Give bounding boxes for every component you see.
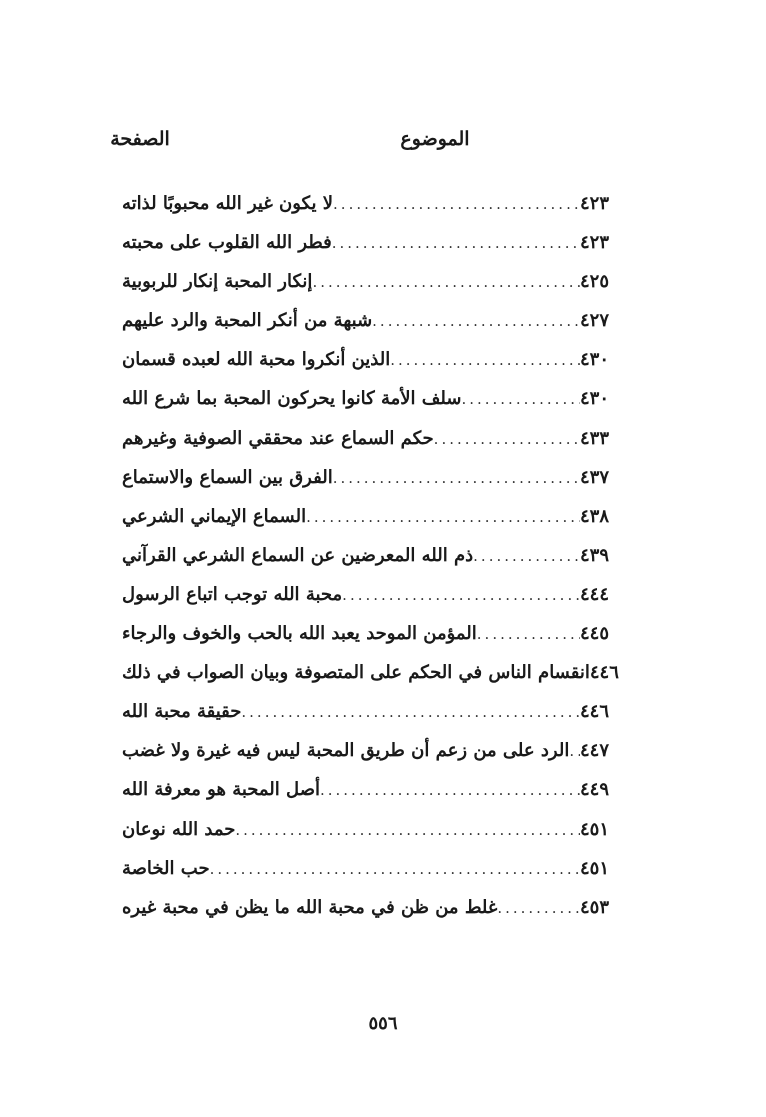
toc-entry-page: ٤٢٥ xyxy=(580,271,610,293)
toc-entry-title: انقسام الناس في الحكم على المتصوفة وبيان الصواب في ذلك xyxy=(122,662,590,684)
toc-entry-title: فطر الله القلوب على محبته xyxy=(122,232,332,254)
toc-entry-page: ٤٣٣ xyxy=(580,427,610,449)
toc-entry-title: غلط من ظن في محبة الله ما يظن في محبة غيره xyxy=(122,896,498,918)
toc-entry-title: حقيقة محبة الله xyxy=(122,701,242,723)
toc-entry xyxy=(118,428,666,467)
dot-leader xyxy=(306,508,580,526)
toc-entry xyxy=(118,388,666,427)
toc-entry xyxy=(118,545,666,584)
dot-leader xyxy=(390,351,580,369)
toc-entry-title: إنكار المحبة إنكار للربوبية xyxy=(122,271,313,293)
toc-entry-page: ٤٢٧ xyxy=(580,310,610,332)
page-column-header: الصفحة xyxy=(110,128,170,150)
toc-entry-title: ذم الله المعرضين عن السماع الشرعي القرآني xyxy=(122,544,474,566)
dot-leader xyxy=(312,273,580,291)
dot-leader xyxy=(210,860,580,878)
toc-entry-title: المؤمن الموحد يعبد الله بالحب والخوف والرجاء xyxy=(122,623,477,645)
dot-leader xyxy=(332,234,580,252)
dot-leader xyxy=(320,781,580,799)
toc-entry xyxy=(118,584,666,623)
toc-entry-title: سلف الأمة كانوا يحركون المحبة بما شرع الله xyxy=(122,388,462,410)
toc-entry xyxy=(118,779,666,818)
page-number: ٥٥٦ xyxy=(368,1013,398,1034)
toc-entry xyxy=(118,349,666,388)
toc-entry xyxy=(118,271,666,310)
toc-entry-page: ٤٤٦ xyxy=(589,662,619,684)
toc-entry-page: ٤٤٥ xyxy=(580,623,610,645)
toc-entry-page: ٤٥١ xyxy=(580,818,610,840)
dot-leader xyxy=(497,899,580,917)
toc-entry-page: ٤٢٣ xyxy=(580,232,610,254)
subject-column-header: الموضوع xyxy=(400,128,470,150)
dot-leader xyxy=(569,742,580,760)
dot-leader xyxy=(461,390,580,408)
toc-entry-page: ٤٥٣ xyxy=(580,896,610,918)
toc-entry xyxy=(118,310,666,349)
toc-entry xyxy=(118,701,666,740)
toc-entry-page: ٤٣٠ xyxy=(580,349,610,371)
toc-entry-title: الفرق بين السماع والاستماع xyxy=(122,466,333,488)
toc-entry xyxy=(118,819,666,858)
toc-entry-page: ٤٤٤ xyxy=(580,583,610,605)
dot-leader xyxy=(333,469,580,487)
toc-entry xyxy=(118,232,666,271)
toc-entry xyxy=(118,506,666,545)
toc-entry xyxy=(118,193,666,232)
toc-entry-page: ٤٤٧ xyxy=(580,740,610,762)
dot-leader xyxy=(235,821,580,839)
dot-leader xyxy=(473,547,580,565)
toc-entry-title: شبهة من أنكر المحبة والرد عليهم xyxy=(122,310,373,332)
toc-entry-page: ٤٢٣ xyxy=(580,193,610,214)
toc-entry xyxy=(118,740,666,779)
toc-entry xyxy=(118,858,666,897)
toc-entry-page: ٤٤٩ xyxy=(580,779,610,801)
dot-leader xyxy=(372,312,580,330)
toc-entry-page: ٤٣٧ xyxy=(580,466,610,488)
dot-leader xyxy=(434,430,580,448)
toc-entry-title: حكم السماع عند محققي الصوفية وغيرهم xyxy=(122,427,434,449)
toc-entry-title: السماع الإيماني الشرعي xyxy=(122,505,307,527)
toc-entry xyxy=(118,623,666,662)
dot-leader xyxy=(333,195,580,213)
toc-entry-page: ٤٤٦ xyxy=(580,701,610,723)
toc-entry-page: ٤٣٠ xyxy=(580,388,610,410)
toc-list xyxy=(118,193,666,936)
toc-entry-title: أصل المحبة هو معرفة الله xyxy=(122,779,320,801)
dot-leader xyxy=(241,703,580,721)
toc-entry-page: ٤٥١ xyxy=(580,857,610,879)
toc-entry-page: ٤٣٩ xyxy=(580,544,610,566)
toc-entry-title: محبة الله توجب اتباع الرسول xyxy=(122,583,343,605)
toc-entry-title: الذين أنكروا محبة الله لعبده قسمان xyxy=(122,349,391,371)
toc-entry xyxy=(118,467,666,506)
toc-entry xyxy=(118,897,666,936)
toc-entry xyxy=(118,662,666,701)
toc-entry-title: حب الخاصة xyxy=(122,857,210,879)
toc-entry-page: ٤٣٨ xyxy=(580,505,610,527)
toc-entry-title: حمد الله نوعان xyxy=(122,818,236,840)
dot-leader xyxy=(477,625,580,643)
dot-leader xyxy=(342,586,580,604)
toc-entry-title: لا يكون غير الله محبوبًا لذاته xyxy=(122,193,334,214)
toc-entry-title: الرد على من زعم أن طريق المحبة ليس فيه غيرة ولا غضب xyxy=(122,740,570,762)
